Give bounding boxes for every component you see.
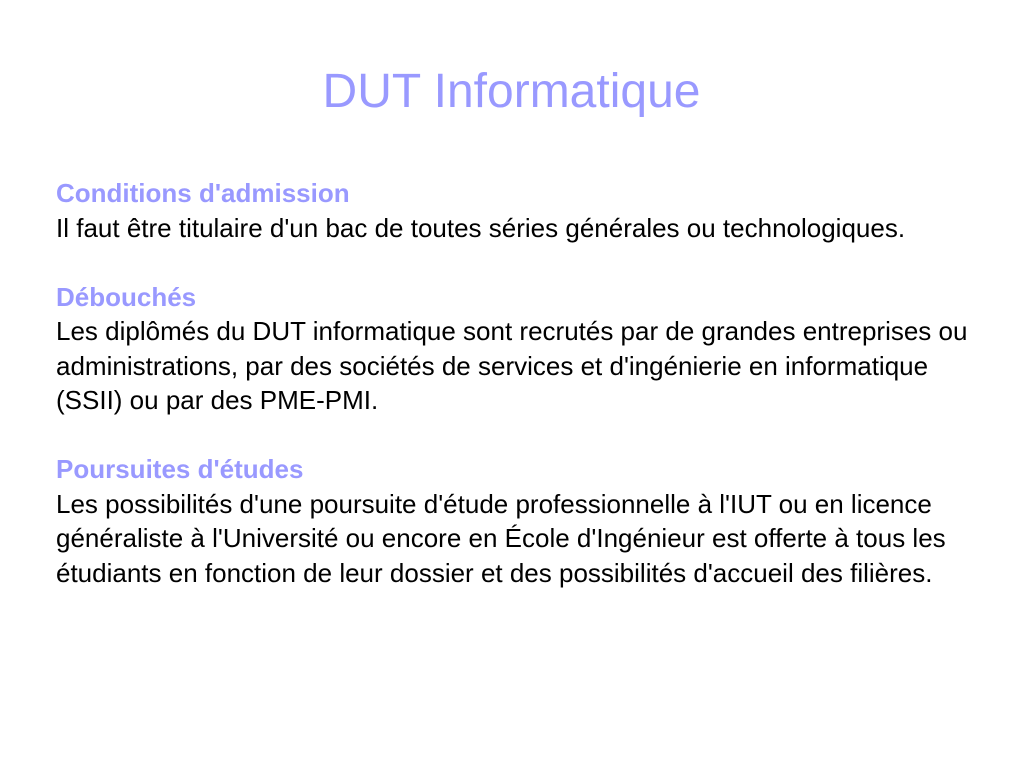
section-heading-debouches: Débouchés: [56, 281, 197, 312]
section-text-debouches: Les diplômés du DUT informatique sont recrutés par de grandes entreprises ou administrations, par des sociétés de services et d'ingénierie en informatique (SSII) ou par des PME-PMI.: [56, 316, 968, 415]
section-text-poursuites: Les possibilités d'une poursuite d'étude professionnelle à l'IUT ou en licence généraliste à l'Université ou encore en École d'Ingénieur est offerte à tous les étudiants en fonction de leur dossier et des possibilités d'accueil des filières.: [56, 488, 946, 588]
section-debouches: [56, 280, 996, 418]
slide-title: DUT Informatique: [322, 65, 701, 118]
section-heading-admission: Conditions d'admission: [56, 178, 350, 208]
section-heading-poursuites: Poursuites d'études: [56, 454, 304, 484]
section-admission: [56, 176, 996, 245]
slide-body: [56, 176, 996, 590]
section-poursuites: [56, 452, 996, 590]
section-text-admission: Il faut être titulaire d'un bac de toutes séries générales ou technologiques.: [56, 212, 906, 243]
